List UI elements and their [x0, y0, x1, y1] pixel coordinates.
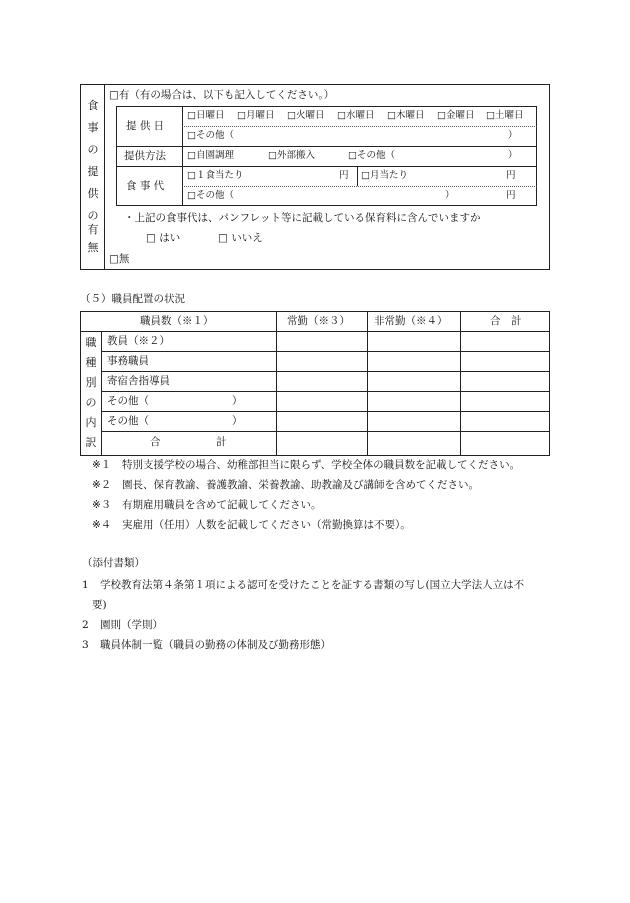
day-checkbox-thu[interactable]: □木曜日: [387, 110, 425, 121]
staff-vchar: の: [85, 396, 97, 409]
staff-header-fulltime: 常勤（※３）: [287, 315, 350, 327]
attachment-text: 職員体制一覧（職員の勤務の体制及び勤務形態）: [100, 639, 331, 651]
meal-vchar: の: [87, 143, 99, 156]
method-other-checkbox[interactable]: □その他（: [348, 150, 395, 161]
day-checkbox-wed[interactable]: □水曜日: [337, 110, 375, 121]
note-text: 有期雇用職員を含めて記載してください。: [122, 499, 322, 511]
fee-other-checkbox[interactable]: □その他（: [187, 190, 234, 201]
fee-per-meal-yen: 円: [339, 170, 349, 181]
inner-dotted-line: [182, 186, 537, 187]
attachment-num: 2: [82, 619, 89, 631]
attachments-title: （添付書類）: [82, 557, 145, 569]
meal-inner-table: [116, 106, 537, 206]
fee-other-close: ）: [445, 190, 455, 201]
staff-vchar: 別: [85, 376, 97, 389]
staff-row-teacher: 教員（※２）: [107, 335, 170, 347]
staff-vchar: 職: [85, 336, 97, 349]
fee-per-meal-checkbox[interactable]: □１食当たり: [187, 170, 244, 181]
staff-col-line: [276, 311, 277, 456]
note-mark: ※４: [92, 519, 112, 531]
method-external-checkbox[interactable]: □外部搬入: [268, 150, 315, 161]
note-mark: ※３: [92, 499, 112, 511]
provision-days-label: 提 供 日: [126, 120, 165, 132]
note-text: 園長、保育教諭、養護教諭、栄養教諭、助教諭及び講師を含めてください。: [122, 479, 479, 491]
inner-label-divider: [182, 106, 183, 206]
fee-per-month-checkbox[interactable]: □月当たり: [361, 170, 408, 181]
attachment-text: 学校教育法第４条第１項による認可を受けたことを証する書類の写し(国立大学法人立は不: [100, 579, 525, 591]
day-checkbox-sun[interactable]: □日曜日: [187, 110, 225, 121]
staff-row-other: その他（: [107, 415, 149, 427]
staff-row-line: [101, 351, 550, 352]
meal-vchar: 供: [87, 187, 99, 200]
staff-label-divider: [101, 331, 102, 456]
staff-col-line: [367, 311, 368, 456]
staff-row-clerical: 事務職員: [107, 355, 149, 367]
staff-row-other-close: ）: [232, 415, 243, 427]
staff-col-line: [460, 311, 461, 456]
staff-header-line: [80, 331, 550, 332]
day-checkbox-fri[interactable]: □金曜日: [437, 110, 475, 121]
note-text: 実雇用（任用）人数を記載してください（常勤換算は不要）。: [122, 519, 411, 531]
fee-per-month-yen: 円: [506, 170, 516, 181]
staff-vchar: 内: [85, 416, 97, 429]
note-mark: ※１: [92, 459, 112, 471]
day-checkbox-tue[interactable]: □火曜日: [287, 110, 325, 121]
meal-has-checkbox[interactable]: □有（有の場合は、以下も記入してください。）: [109, 89, 335, 101]
staff-vchar: 種: [85, 356, 97, 369]
attachment-text-cont: 要): [92, 599, 107, 611]
staff-row-line: [101, 431, 550, 432]
staff-row-dormitory: 寄宿舎指導員: [107, 375, 170, 387]
method-self-checkbox[interactable]: □自園調理: [187, 150, 234, 161]
meal-vchar: 無: [87, 241, 99, 254]
staff-row-other: その他（: [107, 395, 149, 407]
meal-label-divider: [104, 84, 105, 270]
day-checkbox-mon[interactable]: □月曜日: [237, 110, 275, 121]
day-other-close: ）: [508, 130, 518, 141]
inner-row-line: [116, 166, 537, 167]
attachment-num: 3: [82, 639, 89, 651]
inner-row-line: [116, 146, 537, 147]
note-mark: ※２: [92, 479, 112, 491]
meal-vchar: 食: [87, 99, 99, 112]
answer-no-checkbox[interactable]: □ いいえ: [218, 232, 263, 244]
attachment-num: 1: [82, 579, 89, 591]
note-text: 特別支援学校の場合、幼稚部担当に限らず、学校全体の職員数を記載してください。: [122, 459, 521, 471]
staff-section-title: （５）職員配置の状況: [80, 293, 185, 305]
attachment-text: 園則（学則）: [100, 619, 163, 631]
meal-vchar: 有: [87, 223, 99, 236]
fee-divider: [357, 166, 358, 186]
staff-row-line: [101, 391, 550, 392]
staff-header-count: 職員数（※１）: [140, 315, 214, 327]
staff-header-parttime: 非常勤（※４）: [374, 315, 448, 327]
staff-vchar: 訳: [85, 436, 97, 449]
meal-vchar: 事: [87, 121, 99, 134]
staff-row-other-close: ）: [232, 395, 243, 407]
provision-method-label: 提供方法: [124, 150, 166, 162]
staff-total-label: 計: [216, 436, 227, 448]
meal-vchar: の: [87, 209, 99, 222]
inner-dotted-line: [182, 126, 537, 127]
staff-row-line: [101, 371, 550, 372]
meal-vchar: 提: [87, 165, 99, 178]
staff-header-total: 合 計: [490, 315, 522, 327]
day-other-checkbox[interactable]: □その他（: [187, 130, 234, 141]
answer-yes-checkbox[interactable]: □ はい: [146, 232, 181, 244]
staff-total-label: 合: [150, 436, 161, 448]
meal-fee-label: 食 事 代: [126, 180, 165, 192]
method-other-close: ）: [508, 150, 518, 161]
meal-none-checkbox[interactable]: □無: [109, 253, 130, 265]
staff-row-line: [101, 411, 550, 412]
fee-other-yen: 円: [506, 190, 516, 201]
meal-fee-question: ・上記の食事代は、パンフレット等に記載している保育料に含んでいますか: [124, 212, 481, 224]
day-checkbox-sat[interactable]: □土曜日: [486, 110, 524, 121]
